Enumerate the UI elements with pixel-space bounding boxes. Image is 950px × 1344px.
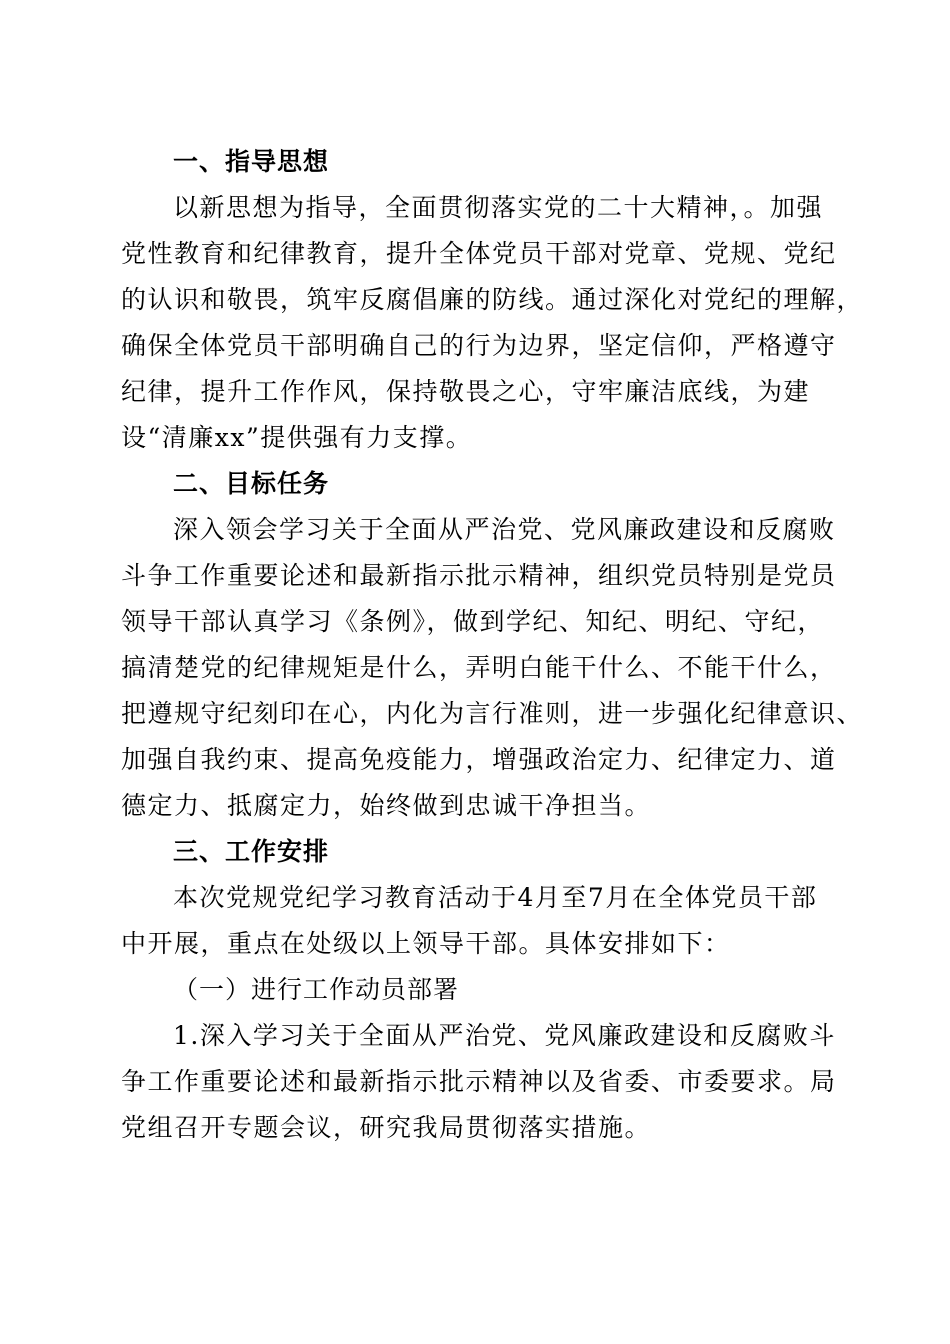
- paragraph-line: 设“清廉xx”提供强有力支撑。: [121, 423, 473, 452]
- subsection-heading: （一）进行工作动员部署: [173, 975, 460, 1004]
- paragraph-line: 本次党规党纪学习教育活动于4月至7月在全体党员干部: [173, 883, 818, 912]
- paragraph-line: 的认识和敬畏，筑牢反腐倡廉的防线。通过深化对党纪的理解，: [121, 285, 864, 314]
- paragraph-line: 深入领会学习关于全面从严治党、党风廉政建设和反腐败: [173, 515, 836, 544]
- paragraph-line: 中开展，重点在处级以上领导干部。具体安排如下：: [121, 929, 731, 958]
- paragraph-line: 以新思想为指导，全面贯彻落实党的二十大精神，。加强: [173, 193, 824, 222]
- paragraph-line: 把遵规守纪刻印在心，内化为言行准则，进一步强化纪律意识、: [121, 699, 864, 728]
- section-heading-goals-tasks: 二、目标任务: [173, 469, 330, 498]
- paragraph-line: 德定力、抵腐定力，始终做到忠诚干净担当。: [121, 791, 652, 820]
- paragraph-line: 确保全体党员干部明确自己的行为边界，坚定信仰，严格遵守: [121, 331, 837, 360]
- section-heading-work-arrangement: 三、工作安排: [173, 837, 330, 866]
- paragraph-line: 争工作重要论述和最新指示批示精神以及省委、市委要求。局: [121, 1067, 837, 1096]
- paragraph-line: 领导干部认真学习《条例》，做到学纪、知纪、明纪、守纪，: [121, 607, 825, 636]
- paragraph-line: 纪律，提升工作作风，保持敬畏之心，守牢廉洁底线，为建: [121, 377, 811, 406]
- paragraph-line: 党性教育和纪律教育，提升全体党员干部对党章、党规、党纪: [121, 239, 837, 268]
- paragraph-line: 斗争工作重要论述和最新指示批示精神，组织党员特别是党员: [121, 561, 837, 590]
- paragraph-line: 1.深入学习关于全面从严治党、党风廉政建设和反腐败斗: [173, 1021, 836, 1050]
- paragraph-line: 加强自我约束、提高免疫能力，增强政治定力、纪律定力、道: [121, 745, 837, 774]
- paragraph-line: 搞清楚党的纪律规矩是什么，弄明白能干什么、不能干什么，: [121, 653, 837, 682]
- section-heading-guiding-thought: 一、指导思想: [173, 147, 330, 176]
- paragraph-line: 党组召开专题会议，研究我局贯彻落实措施。: [121, 1113, 652, 1142]
